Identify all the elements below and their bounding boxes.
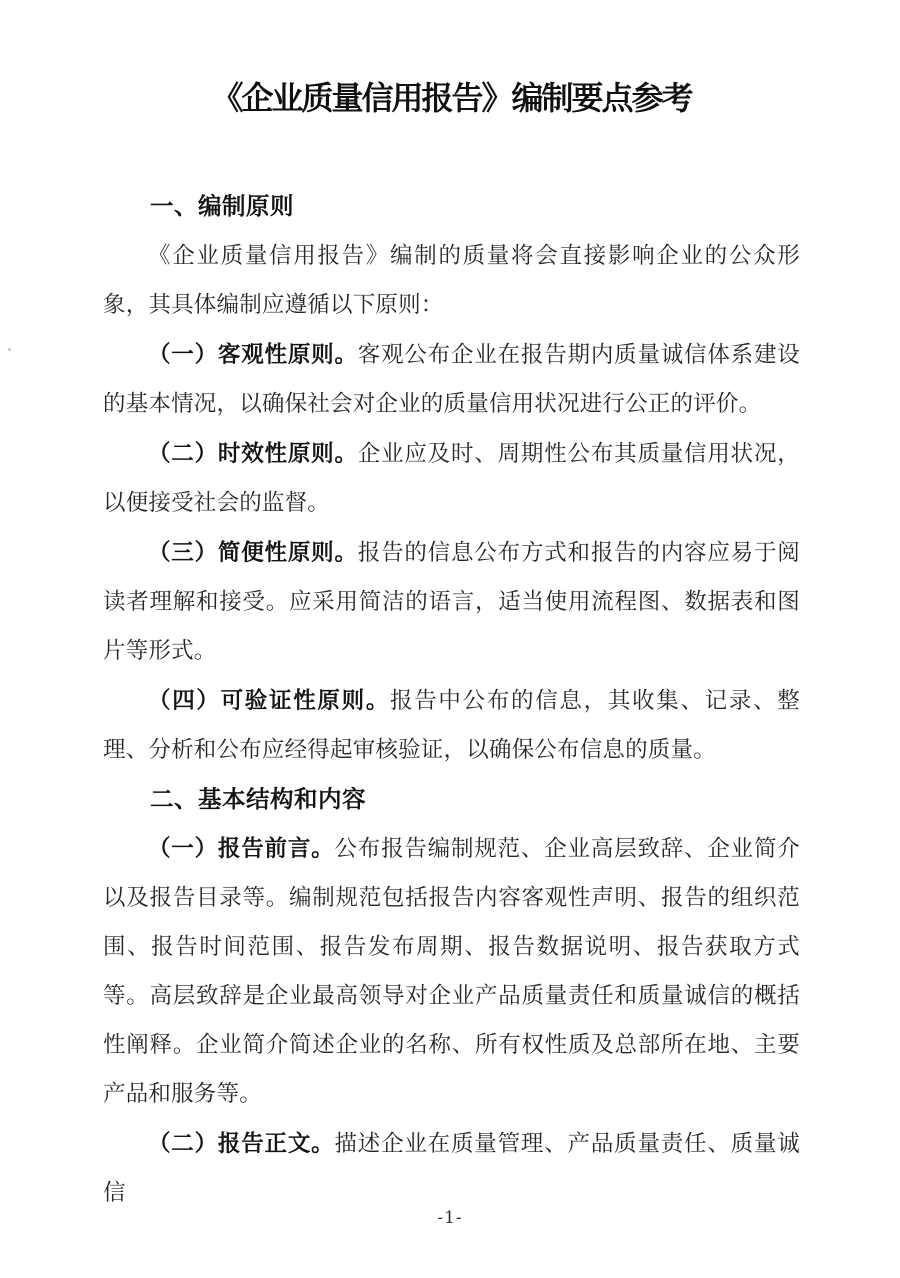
paragraph-text: 报告的信息公布方式和报告的内容应易于阅读者理解和接受。应采用简洁的语言，适当使用流程图、数据表和图片等形式。 [103, 540, 800, 664]
paragraph-principle-timeliness [103, 429, 800, 528]
paragraph-lead: （二）时效性原则。 [148, 441, 358, 466]
paragraph-text: 《企业质量信用报告》编制的质量将会直接影响企业的公众形象，其具体编制应遵循以下原则： [103, 243, 800, 318]
section-heading-principles: 一、编制原则 [150, 193, 294, 219]
paragraph-lead: （四）可验证性原则。 [148, 688, 391, 713]
paragraph-text: 描述企业在质量管理、产品质量责任、质量诚信 [103, 1131, 800, 1206]
section-heading-structure: 二、基本结构和内容 [150, 786, 366, 812]
paragraph-report-preface [103, 824, 800, 1119]
paragraph-lead: （三）简便性原则。 [148, 540, 358, 565]
paragraph-principle-simplicity [103, 528, 800, 676]
paragraph-lead: （二）报告正文。 [148, 1131, 335, 1156]
paragraph-intro [103, 231, 800, 330]
document-body [103, 182, 800, 1218]
paragraph-lead: （一）报告前言。 [148, 836, 335, 861]
paragraph-report-body [103, 1119, 800, 1218]
scan-artifact [8, 348, 11, 351]
paragraph-text: 公布报告编制规范、企业高层致辞、企业简介以及报告目录等。编制规范包括报告内容客观性声明、报告的组织范围、报告时间范围、报告发布周期、报告数据说明、报告获取方式等。高层致辞是企业最高领导对企业产品质量责任和质量诚信的概括性阐释。企业简介简述企业的名称、所有权性质及总部所在地、主要产品和服务等。 [103, 836, 800, 1107]
paragraph-text: 报告中公布的信息，其收集、记录、整理、分析和公布应经得起审核验证，以确保公布信息的质量。 [103, 688, 800, 763]
paragraph-text: 企业应及时、周期性公布其质量信用状况，以便接受社会的监督。 [103, 441, 800, 516]
page-number: -1- [437, 1208, 463, 1228]
paragraph-principle-verifiability [103, 676, 800, 775]
paragraph-text: 客观公布企业在报告期内质量诚信体系建设的基本情况，以确保社会对企业的质量信用状况进行公正的评价。 [103, 342, 800, 417]
paragraph-lead: （一）客观性原则。 [148, 342, 358, 367]
document-title: 《企业质量信用报告》编制要点参考 [211, 80, 692, 116]
paragraph-principle-objectivity [103, 330, 800, 429]
